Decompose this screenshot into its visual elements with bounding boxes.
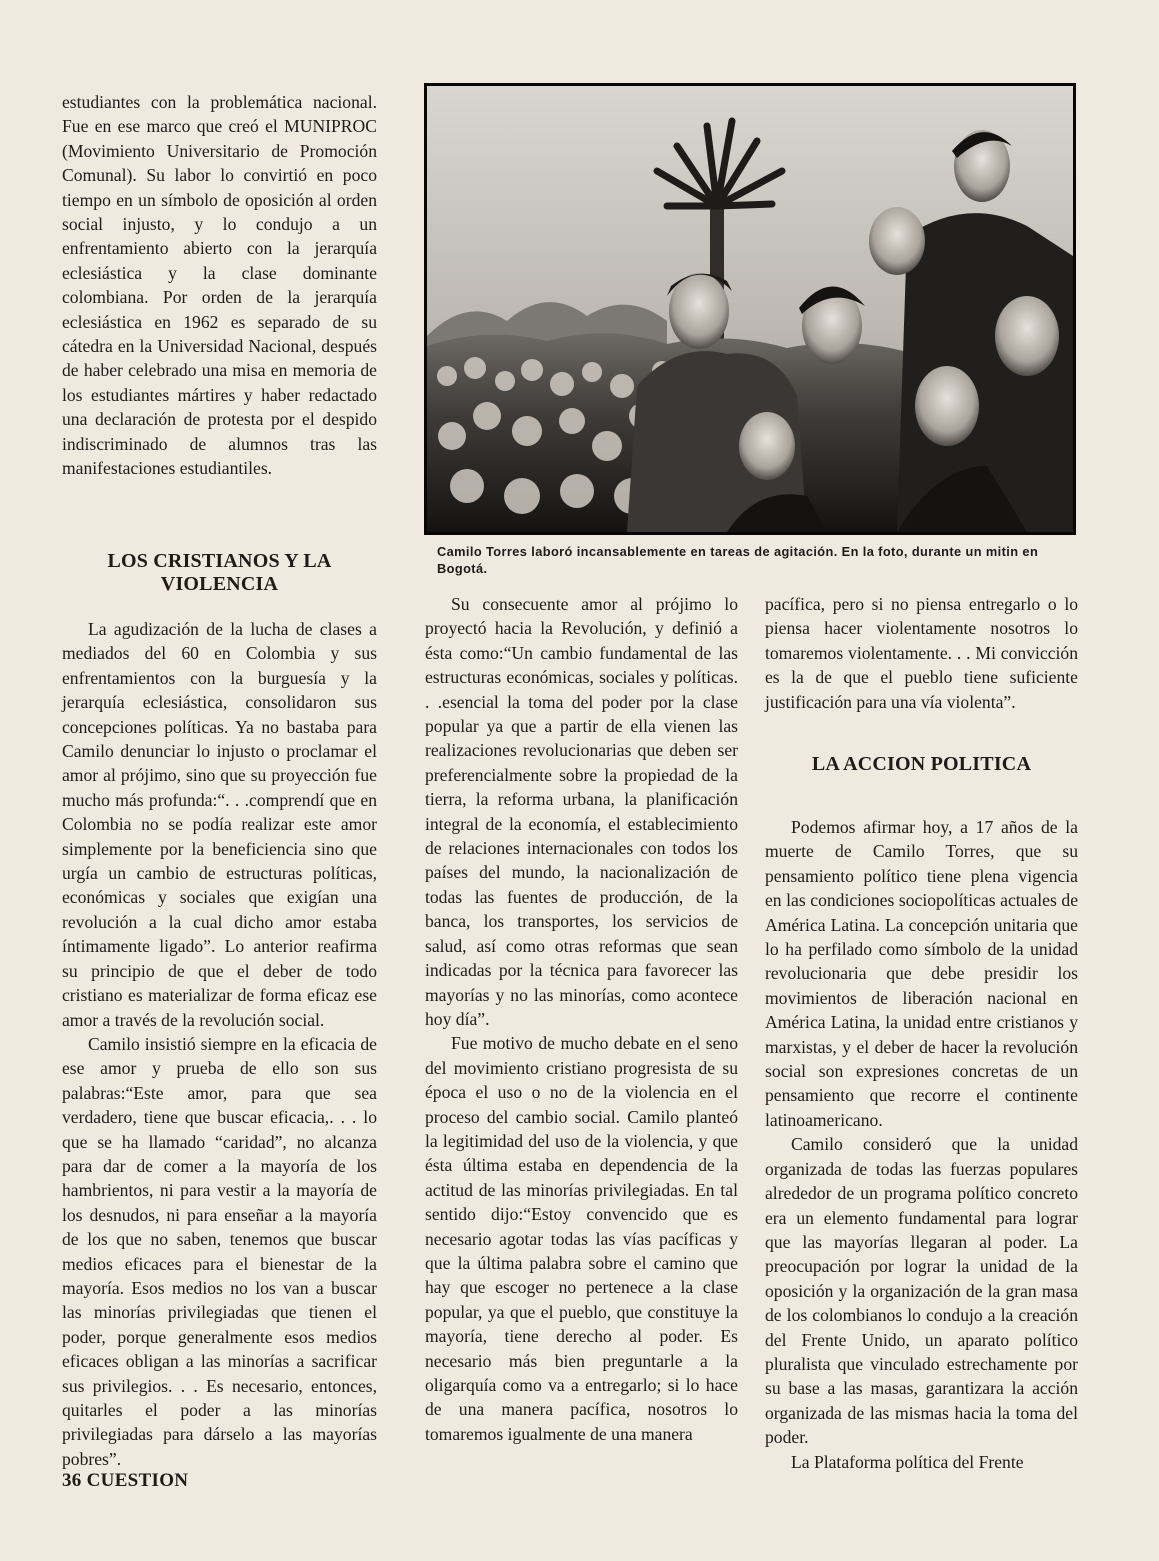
column-3 [765,592,1078,714]
paragraph: La agudización de la lucha de clases a mediados del 60 en Colombia y sus enfrentamientos con la burguesía y la jerarquía eclesiástica, consolidaron sus concepciones políticas. Ya no bastaba para Camilo denunciar lo injusto o proclamar el amor al prójimo, sino que su proyección fue mucho más profunda:“. . .comprendí que en Colombia no se podía realizar este amor simplemente por la beneficiencia sino que urgía un cambio de estructuras políticas, económicas y sociales que exigían una revolución a la cual dicho amor estaba íntimamente ligado”. Lo anterior reafirma su principio de que el deber de todo cristiano es materializar de forma eficaz ese amor a través de la revolución social. [62,619,377,1030]
photo-caption: Camilo Torres laboró incansablemente en tareas de agitación. En la foto, durante un mitin en Bogotá. [437,544,1039,576]
paragraph: estudiantes con la problemática nacional. Fue en ese marco que creó el MUNIPROC (Movimiento Universitario de Promoción Comunal). Su labor lo convirtió en poco tiempo en un símbolo de oposición al orden social injusto, y lo condujo a un enfrentamiento abierto con la jerarquía eclesiástica y la clase dominante colombiana. Por orden de la jerarquía eclesiástica en 1962 es separado de su cátedra en la Universidad Nacional, después de haber celebrado una misa en memoria de los estudiantes mártires y haber redactado una declaración de protesta por el despido indiscriminado de alumnos tras las manifestaciones estudiantiles. [62,92,377,479]
paragraph: pacífica, pero si no piensa entregarlo o lo piensa hacer violentamente nosotros lo tomaremos violentamente. . . Mi convicción es la de que el pueblo tiene suficiente justificación para una vía violenta”. [765,594,1078,712]
section-heading-cristianos-violencia: LOS CRISTIANOS Y LA VIOLENCIA [107,550,332,595]
rally-photo-illustration [427,86,1073,532]
paragraph: Podemos afirmar hoy, a 17 años de la muerte de Camilo Torres, que su pensamiento político tiene plena vigencia en las condiciones sociopolíticas actuales de América Latina. La concepción unitaria que lo ha perfilado como símbolo de la unidad revolucionaria que debe presidir los movimientos de liberación nacional en América Latina, la unidad entre cristianos y marxistas, y el deber de hacer la revolución social son expresiones concretas de un pensamiento que recorre el continente latinoamericano. [765,817,1078,1130]
paragraph: Fue motivo de mucho debate en el seno del movimiento cristiano progresista de su época el uso o no de la violencia en el proceso del cambio social. Camilo planteó la legitimidad del uso de la violencia, y que ésta última estaba en dependencia de la actitud de las minorías privilegiadas. En tal sentido dijo:“Estoy convencido que es necesario agotar todas las vías pacíficas y que la última palabra sobre el camino que hay que escoger no pertenece a la clase popular, ya que el pueblo, que constituye la mayoría, tiene derecho al poder. Es necesario más bien preguntarle a la oligarquía como va a entregarlo; si lo hace de una manera pacífica, nosotros lo tomaremos igualmente de una manera [425,1033,738,1444]
column-3-body [765,815,1078,1474]
section-heading-accion-politica: LA ACCION POLITICA [811,753,1032,775]
column-1-body [62,617,377,1471]
column-2 [425,592,738,1446]
page-footer: 36 CUESTION [62,1470,189,1491]
paragraph: Camilo insistió siempre en la eficacia de ese amor y prueba de ello son sus palabras:“Este amor, para que sea verdadero, tiene que buscar eficacia,. . . lo que se ha llamado “caridad”, no alcanza para dar de comer a la mayoría de los hambrientos, ni para vestir a la mayoría de los desnudos, ni para enseñar a la mayoría de los que no saben, tenemos que buscar medios eficaces para el bienestar de la mayoría. Esos medios no los van a buscar las minorías privilegiadas que tienen el poder, porque generalmente esos medios eficaces obligan a las minorías a sacrificar sus privilegios. . . Es necesario, entonces, quitarles el poder a las minorías privilegiadas para dárselo a las mayorías pobres”. [62,1033,377,1469]
paragraph: La Plataforma política del Frente [791,1451,1024,1472]
rally-photo [424,83,1076,535]
column-1-top [62,90,377,481]
paragraph: Camilo consideró que la unidad organizada de todas las fuerzas populares alrededor de un programa político concreto era un elemento fundamental para lograr que las mayorías llegaran al poder. La preocupación por lograr la unidad de la oposición y la organización de la gran masa de los colombianos lo condujo a la creación del Frente Unido, un aparato político pluralista que vinculado estrechamente por su base a las masas, garantizara la acción organizada de las mismas hacia la toma del poder. [765,1134,1078,1448]
paragraph: Su consecuente amor al prójimo lo proyectó hacia la Revolución, y definió a ésta como:“Un cambio fundamental de las estructuras económicas, sociales y políticas. . .esencial la toma del poder por la clase popular ya que a partir de ella vienen las realizaciones revolucionarias que deben ser preferencialmente sobre la propiedad de la tierra, la reforma urbana, la planificación integral de la economía, el establecimiento de relaciones internacionales con todos los países del mundo, la nacionalización de todas las fuentes de producción, de la banca, los transportes, los servicios de salud, así como otras reformas que sean indicadas por la técnica para favorecer las mayorías y no las minorías, como acontece hoy día”. [425,594,738,1029]
